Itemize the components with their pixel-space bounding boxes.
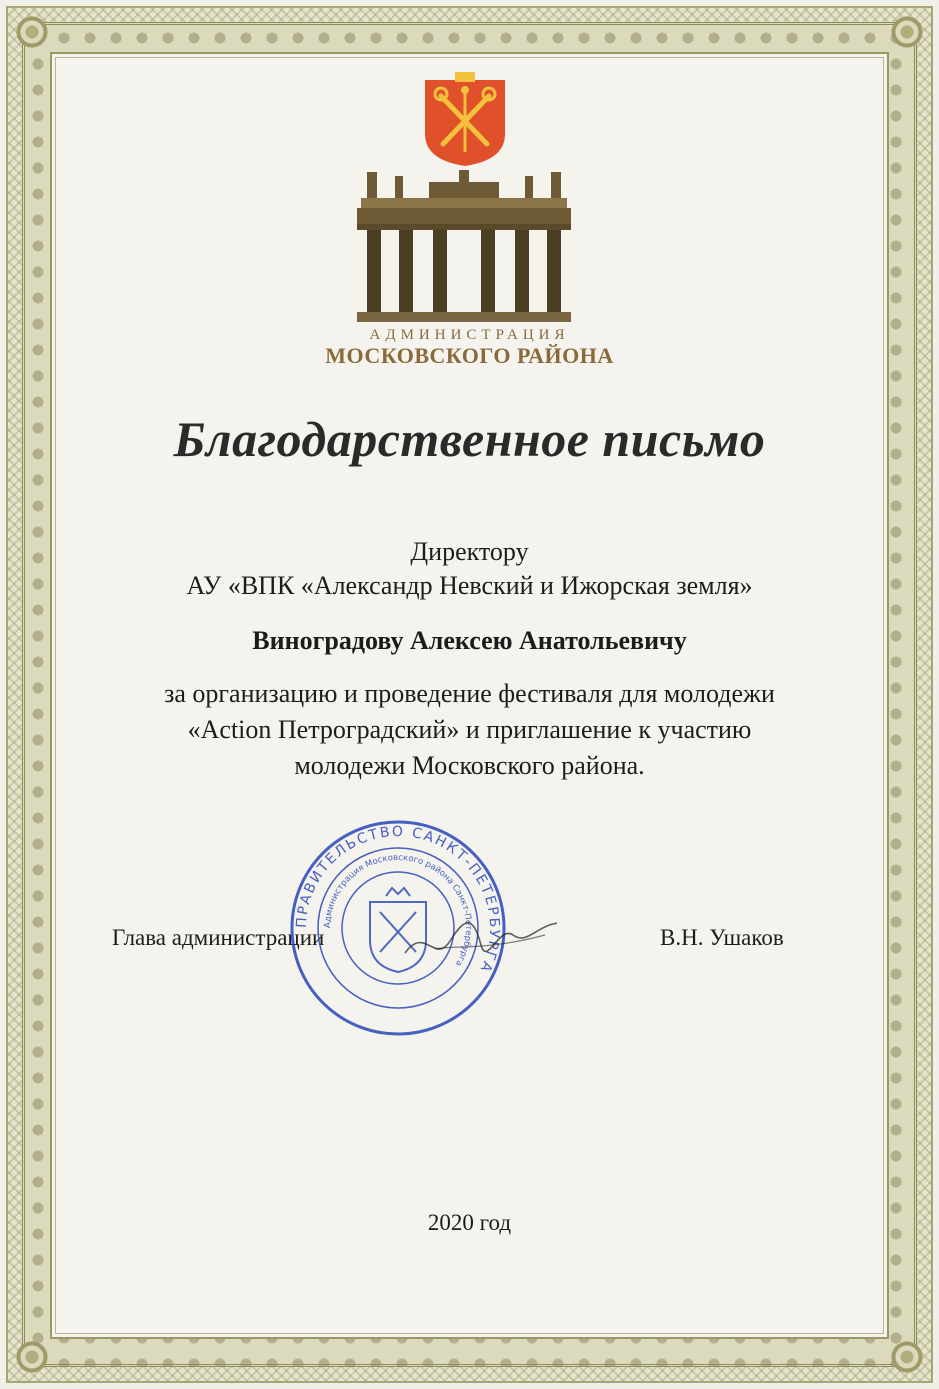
addressee-position: Директору [410,537,529,566]
corner-rosette-icon [887,12,927,52]
corner-rosette-icon [12,1337,52,1377]
coat-of-arms-icon [421,72,509,168]
recipient-name: Виноградову Алексею Анатольевичу [252,626,687,655]
svg-text:ПРАВИТЕЛЬСТВО САНКТ-ПЕТЕРБУРГА: ПРАВИТЕЛЬСТВО САНКТ-ПЕТЕРБУРГА [293,823,503,976]
corner-rosette-icon [12,12,52,52]
corner-rosette-icon [887,1337,927,1377]
moscow-gate-arch-icon [355,168,573,324]
document-year: 2020 год [427,1210,512,1235]
reason-line-1: за организацию и проведение фестиваля для молодежи [164,679,775,708]
signer-name: В.Н. Ушаков [660,925,784,950]
reason-line-2: «Action Петроградский» и приглашение к участию [187,715,752,744]
signer-title: Глава администрации [112,925,325,950]
organization-name-bottom: МОСКОВСКОГО РАЙОНА [325,343,614,368]
reason-line-3: молодежи Московского района. [294,751,645,780]
addressee-organization: АУ «ВПК «Александр Невский и Ижорская земля» [186,571,753,600]
organization-name-top: АДМИНИСТРАЦИЯ [369,327,570,343]
handwritten-signature [395,905,565,975]
svg-text:Администрация Московского райо: Администрация Московского района Санкт-Петербурга [322,852,474,968]
document-title: Благодарственное письмо [173,411,766,467]
